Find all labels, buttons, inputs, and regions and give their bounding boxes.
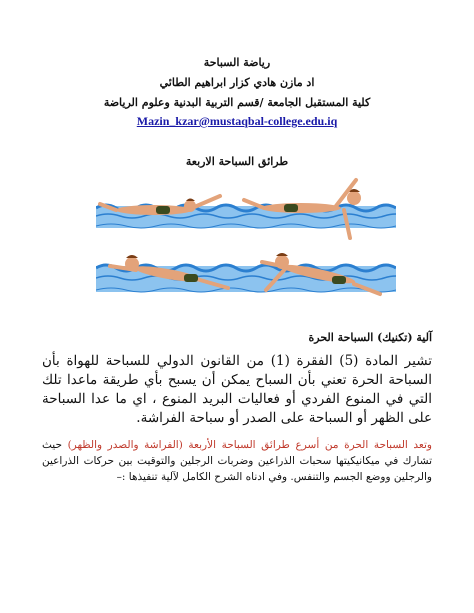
institution-line: كلية المستقبل الجامعة /قسم التربية البدنية وعلوم الرياضة <box>103 96 371 109</box>
section-heading: آلية (تكنيك) السباحة الحرة <box>308 331 432 344</box>
paragraph-description <box>42 437 432 485</box>
swimmer-figure-2 <box>244 180 361 238</box>
paragraph-definition: تشير المادة (5) الفقرة (1) من القانون الدولي للسباحة للهواة بأن السباحة الحرة تعني بأن السباح يمكن أن يسبح بأي طريقة ماعدا تلك التي في المنوع الفردي أو فعاليات البريد المنوع ، اي ما عدا السباحة على الظهر أو السباحة على الصدر أو سباحة الفراشة. <box>42 353 432 426</box>
author-name: اد مازن هادي كزار ابراهيم الطائي <box>159 76 315 89</box>
swimmer-illustration-top <box>96 176 396 252</box>
subject-heading: رياضة السباحة <box>203 56 271 69</box>
email-link[interactable]: Mazin_kzar@mustaqbal-college.edu.iq <box>136 114 338 128</box>
page-title: طرائق السباحة الاربعة <box>185 155 289 168</box>
swimmer-illustration-bottom <box>96 252 396 318</box>
paragraph-text: حيث تشارك في ميكانيكيتها سحبات الذراعين وضربات الرجلين والتوقيت بين حركات الذراعين والرجلين ووضع الجسم والتنفس. وفي ادناه الشرح الكامل لآلية تنفيذها :– <box>42 439 432 483</box>
highlighted-text: وتعد السباحة الحرة من أسرع طرائق السباحة الأربعة (الفراشة والصدر والظهر) <box>67 439 432 451</box>
